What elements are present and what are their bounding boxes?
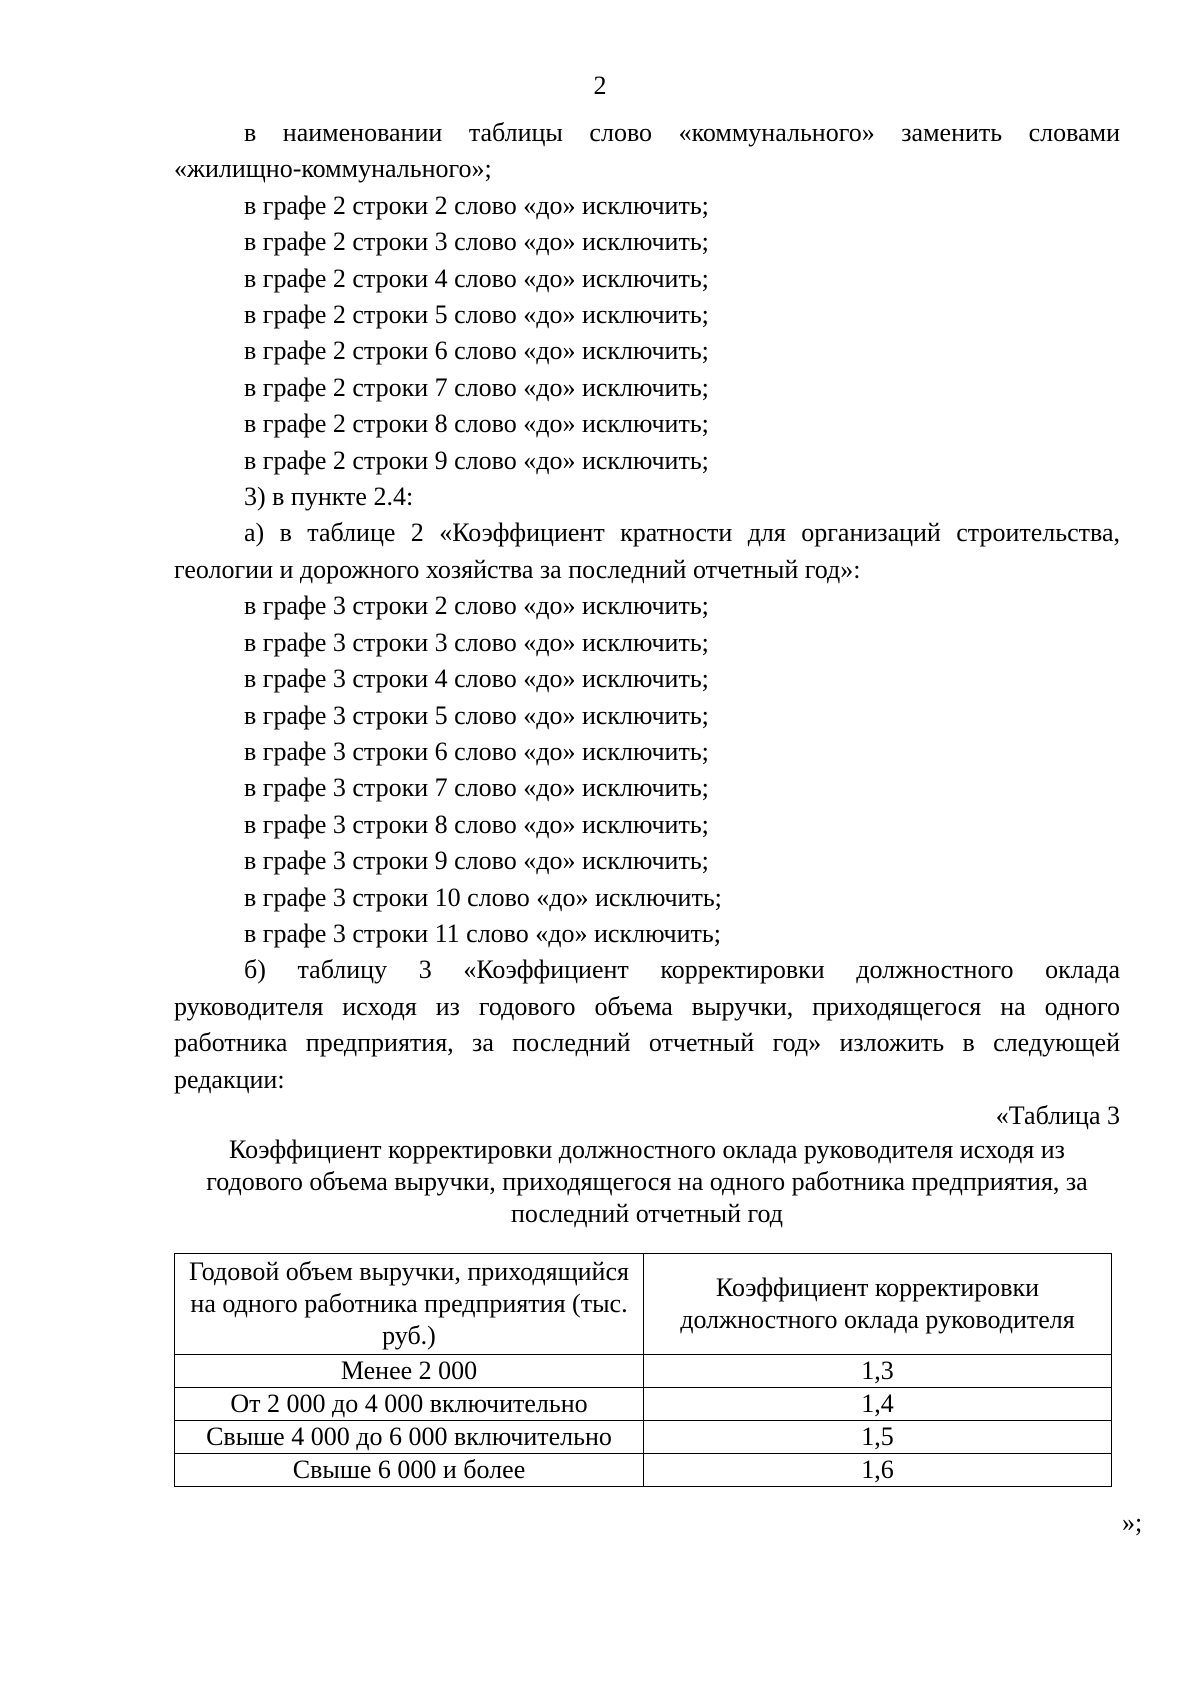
paragraph: в графе 3 строки 6 слово «до» исключить; [244,736,709,766]
table-label: «Таблица 3 [995,1100,1120,1130]
table-cell: 1,4 [644,1388,1112,1421]
table-row [175,1421,1112,1454]
table-row [175,1355,1112,1388]
table-row [175,1454,1112,1487]
coefficient-table-container [174,1253,1121,1487]
paragraph: в графе 2 строки 4 слово «до» исключить; [244,263,709,293]
closing-quote: »; [1122,1508,1143,1537]
table-title: Коэффициент корректировки должностного оклада руководителя исходя из годового объема выручки, приходящегося на одного работника предприятия, за последний отчетный год [206,1135,1088,1229]
paragraph: в графе 2 строки 8 слово «до» исключить; [244,409,709,439]
paragraph: б) таблицу 3 «Коэффициент корректировки должностного оклада руководителя исходя из годового объема выручки, приходящегося на одного работника предприятия, за последний отчетный год» изложить в следующей редакции: [174,955,1120,1094]
paragraph: в графе 3 строки 7 слово «до» исключить; [244,773,709,803]
paragraph: в графе 2 строки 7 слово «до» исключить; [244,372,709,402]
paragraph: в графе 2 строки 6 слово «до» исключить; [244,336,709,366]
paragraph: в графе 3 строки 5 слово «до» исключить; [244,700,709,730]
page-number: 2 [593,71,607,100]
paragraph: в графе 2 строки 2 слово «до» исключить; [244,190,709,220]
table-row [175,1388,1112,1421]
table-cell: 1,5 [644,1421,1112,1454]
paragraph: в графе 3 строки 4 слово «до» исключить; [244,664,709,694]
paragraph: в графе 3 строки 10 слово «до» исключить; [244,882,722,912]
paragraph: в графе 2 строки 9 слово «до» исключить; [244,445,709,475]
paragraph: 3) в пункте 2.4: [244,482,414,512]
paragraph: в наименовании таблицы слово «коммунального» заменить словами «жилищно-коммунального»; [174,118,1120,184]
paragraph: а) в таблице 2 «Коэффициент кратности для организаций строительства, геологии и дорожного хозяйства за последний отчетный год»: [174,518,1120,584]
table-cell: 1,6 [644,1454,1112,1487]
table-cell: От 2 000 до 4 000 включительно [175,1388,644,1421]
table-cell: Свыше 4 000 до 6 000 включительно [175,1421,644,1454]
table-header-cell: Годовой объем выручки, приходящийся на одного работника предприятия (тыс. руб.) [175,1254,644,1355]
table-cell: Свыше 6 000 и более [175,1454,644,1487]
table-header-row [175,1254,1112,1355]
table-header-cell: Коэффициент корректировки должностного оклада руководителя [644,1254,1112,1355]
document-body [174,115,1120,1230]
paragraph: в графе 3 строки 11 слово «до» исключить; [244,918,721,948]
table-cell: 1,3 [644,1355,1112,1388]
paragraph: в графе 3 строки 2 слово «до» исключить; [244,591,709,621]
paragraph: в графе 2 строки 3 слово «до» исключить; [244,227,709,257]
paragraph: в графе 2 строки 5 слово «до» исключить; [244,300,709,330]
paragraph: в графе 3 строки 8 слово «до» исключить; [244,809,709,839]
coefficient-table [174,1253,1112,1487]
table-cell: Менее 2 000 [175,1355,644,1388]
paragraph: в графе 3 строки 9 слово «до» исключить; [244,846,709,876]
paragraph: в графе 3 строки 3 слово «до» исключить; [244,627,709,657]
